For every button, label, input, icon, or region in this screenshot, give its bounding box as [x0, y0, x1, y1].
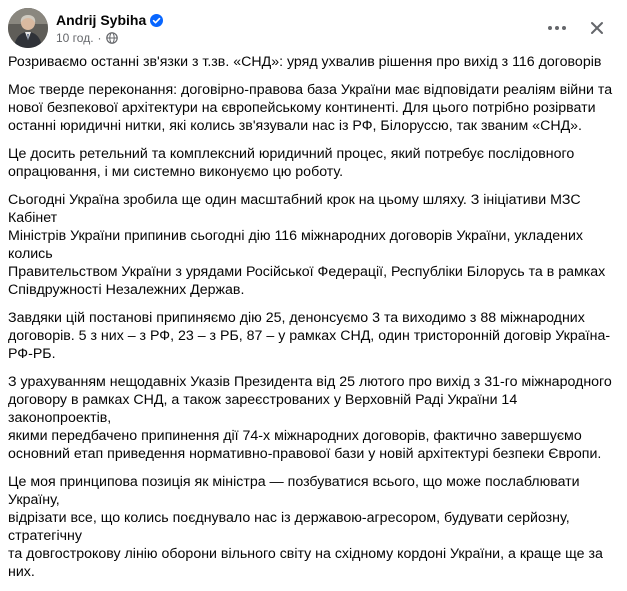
close-icon — [590, 21, 604, 35]
post-timestamp[interactable]: 10 год. — [56, 31, 94, 45]
post-paragraph: Моє тверде переконання: договірно-правова база України має відповідати реаліям війни та нової безпекової архітектури на європейському континенті. Для цього потрібно розірвати останні юридичні нитки, які колись зв'язували нас із РФ, Білоруссю, так званим «СНД». — [8, 82, 613, 134]
post-paragraph: Завдяки цій постанові припиняємо дію 25, денонсуємо 3 та виходимо з 88 міжнародних договорів. 5 з них – з РФ, 23 – з РБ, 87 – у рамках СНД, один тристоронній договір Україна-РФ-РБ. — [8, 310, 611, 362]
more-horizontal-icon — [547, 25, 567, 31]
post-paragraph: Розриваємо останні зв'язки з т.зв. «СНД»: уряд ухвалив рішення про вихід з 116 договорів — [8, 54, 602, 70]
meta-separator: · — [97, 31, 102, 45]
author-block — [56, 11, 163, 46]
author-name[interactable]: Andrij Sybiha — [56, 12, 147, 28]
globe-icon[interactable] — [106, 32, 118, 44]
post-paragraph: Це досить ретельний та комплексний юридичний процес, який потребує послідовного опрацювання, і ми системно виконуємо цю роботу. — [8, 146, 575, 180]
post-body — [8, 53, 619, 591]
author-row — [56, 11, 163, 29]
verified-badge-icon — [150, 14, 163, 27]
post-meta — [56, 30, 163, 46]
avatar-image — [8, 8, 48, 48]
close-button[interactable] — [585, 16, 609, 40]
post-paragraph: Сьогодні Україна зробила ще один масштабний крок на цьому шляху. З ініціативи МЗС Кабінет Міністрів України припинив сьогодні дію 116 міжнародних договорів України, укладених колись Правительством України з урядами Російської Федерації, Республіки Білорусь та в рамках Співдружності Незалежних Держав. — [8, 192, 606, 298]
post-header — [8, 8, 619, 48]
post-paragraph: Це моя принципова позиція як міністра — позбуватися всього, що може послаблювати Україну, відрізати все, що колись поєднувало нас із державою-агресором, будувати серйозну, стратегічну та довгострокову лінію оборони вільного світу на східному кордоні України, а краще ще за них. — [8, 474, 603, 580]
more-options-button[interactable] — [545, 16, 569, 40]
post-paragraph: З урахуванням нещодавніх Указів Президента від 25 лютого про вихід з 31-го міжнародного договору в рамках СНД, а також зареєстрованих у Верховній Раді України 14 законопроектів, якими передбачено припинення дії 74-х міжнародних договорів, фактично завершуємо основний етап приведення нормативно-правової бази у новій архітектурі безпеки Європи. — [8, 374, 612, 462]
avatar[interactable] — [8, 8, 48, 48]
